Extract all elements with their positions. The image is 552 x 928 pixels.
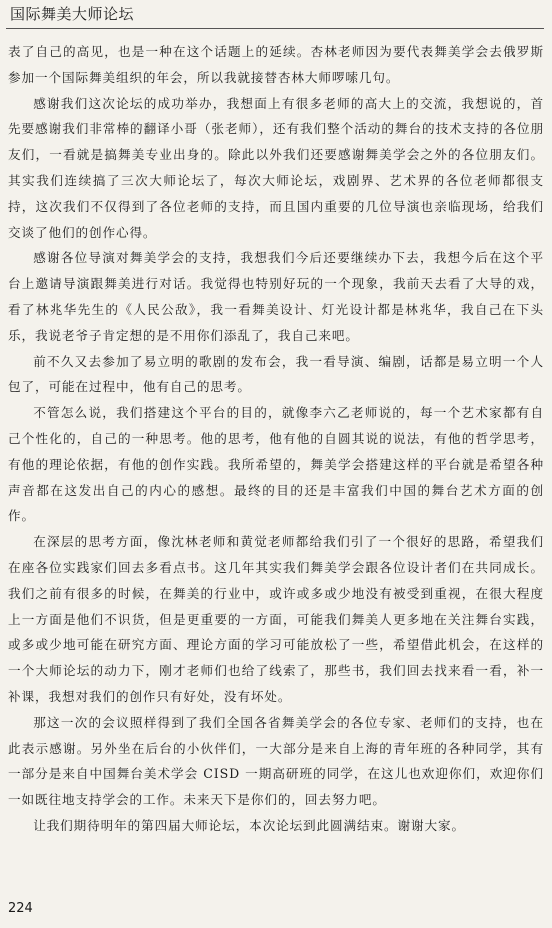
page-number: 224	[8, 901, 33, 916]
paragraph-8: 让我们期待明年的第四届大师论坛，本次论坛到此圆满结束。谢谢大家。	[33, 817, 465, 833]
running-header-title: 国际舞美大师论坛	[10, 5, 135, 23]
header-divider	[6, 28, 544, 29]
paragraph-2: 感谢我们这次论坛的成功举办，我想面上有很多老师的高大上的交流，我想说的，首先要感谢我们非常棒的翻译小哥（张老师），还有我们整个活动的舞台的技术支持的各位朋友们，一看就是搞舞美专业出身的。除此以外我们还要感谢舞美学会之外的各位朋友们。其实我们连续搞了三次大师论坛了，每次大师论坛，戏剧界、艺术界的各位老师都很支持，这次我们不仅得到了各位老师的支持，而且国内重要的几位导演也亲临现场，给我们交谈了他们的创作心得。	[8, 95, 544, 240]
paragraph-6: 在深层的思考方面，像沈林老师和黄觉老师都给我们引了一个很好的思路，希望我们在座各位实践家们回去多看点书。这几年其实我们舞美学会跟各位设计者们在共同成长。我们之前有很多的时候，在舞美的行业中，或许或多或少地没有被受到重视，在很大程度上一方面是他们不识货，但是更重要的一方面，可能我们舞美人更多地在关注舞台实践，或多或少地可能在研究方面、理论方面的学习可能放松了一些，希望借此机会，在这样的一个大师论坛的动力下，刚才老师们也给了线索了，那些书，我们回去找来看一看，补一补课，我想对我们的创作只有好处，没有坏处。	[8, 534, 544, 704]
paragraph-1: 表了自己的高见，也是一种在这个话题上的延续。杏林老师因为要代表舞美学会去俄罗斯参加一个国际舞美组织的年会，所以我就接替杏林大师啰嗦几句。	[8, 44, 544, 85]
paragraph-4: 前不久又去参加了易立明的歌剧的发布会，我一看导演、编剧，话都是易立明一个人包了，可能在过程中，他有自己的思考。	[8, 353, 544, 395]
paragraph-3: 感谢各位导演对舞美学会的支持，我想我们今后还要继续办下去，我想今后在这个平台上邀请导演跟舞美进行对话。我觉得也特别好玩的一个现象，我前天去看了大导的戏，看了林兆华先生的《人民公敌》，我一看舞美设计、灯光设计都是林兆华，我自己在下头乐，我说老爷子肯定想的是不用你们添乱了，我自己来吧。	[8, 250, 544, 343]
paragraph-7: 那这一次的会议照样得到了我们全国各省舞美学会的各位专家、老师们的支持，也在此表示感谢。另外坐在后台的小伙伴们，一大部分是来自上海的青年班的各种同学，其有一部分是来自中国舞台美术学会 CISD 一期高研班的同学，在这儿也欢迎你们，欢迎你们一如既往地支持学会的工作。未来天下是你们的，回去努力吧。	[8, 714, 544, 808]
body-text	[8, 39, 544, 839]
paragraph-5: 不管怎么说，我们搭建这个平台的目的，就像李六乙老师说的，每一个艺术家都有自己个性化的，自己的一种思考。他的思考，他有他的自圆其说的说法，有他的哲学思考，有他的理论依据，有他的创作实践。我所希望的，舞美学会搭建这样的平台就是希望各种声音都在这发出自己的内心的感想。最终的目的还是丰富我们中国的舞台艺术方面的创作。	[8, 405, 544, 524]
